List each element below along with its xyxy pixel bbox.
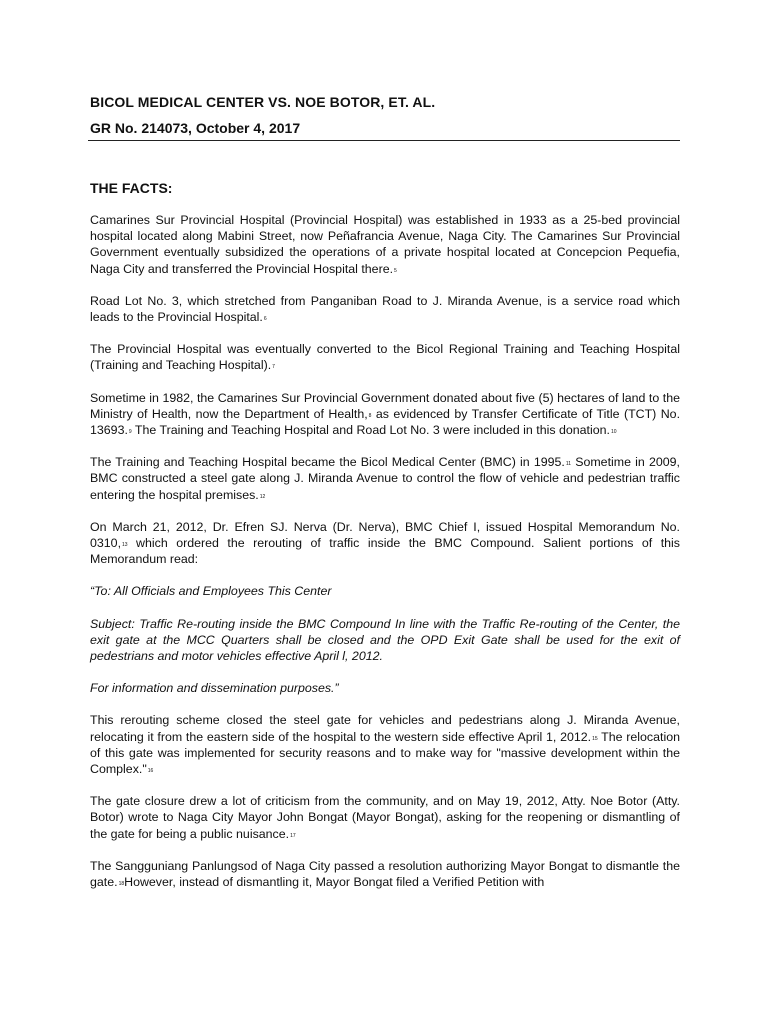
paragraph: Sometime in 1982, the Camarines Sur Provincial Government donated about five (5) hectares of land to the Ministry of Health, now the Department of Health,$^8$ as evidenced by Transfer Certificate of Title (TCT) No. 13693.$^9$ The Training and Teaching Hospital and Road Lot No. 3 were included in this donation.$^{10}$ <box>90 390 681 438</box>
footnote-marker[interactable]: 11 <box>565 461 572 468</box>
footnote-marker[interactable]: 6 <box>263 316 267 323</box>
footnote-marker[interactable]: 15 <box>592 735 598 742</box>
footnote-marker[interactable]: 7 <box>272 364 275 371</box>
paragraph: The Training and Teaching Hospital became the Bicol Medical Center (BMC) in 1995.11 Sometime in 2009, BMC constructed a steel gate along J. Miranda Avenue to control the flow of vehicle and pedestrian traffic entering the hospital premises.$^{12}$ <box>90 455 680 502</box>
case-title: BICOL MEDICAL CENTER VS. NOE BOTOR, ET. AL. <box>90 94 436 110</box>
footnote-marker[interactable]: 12 <box>259 493 266 500</box>
footnote-marker[interactable]: 13 <box>122 542 128 549</box>
paragraph: Road Lot No. 3, which stretched from Panganiban Road to J. Miranda Avenue, is a service road which leads to the Provincial Hospital.$^6$ <box>90 293 680 325</box>
paragraph: The Provincial Hospital was eventually converted to the Bicol Regional Training and Teaching Hospital (Training and Teaching Hospital).$^7$ <box>90 342 680 373</box>
footnote-marker[interactable]: 10 <box>610 429 617 436</box>
footnote-marker[interactable]: 18 <box>118 881 125 888</box>
footnote-marker[interactable]: 5 <box>394 267 397 274</box>
memo-quote-to: “To: All Officials and Employees This Center <box>90 584 332 599</box>
footnote-marker[interactable]: 9 <box>128 429 132 436</box>
document-body <box>90 212 680 906</box>
paragraph: Camarines Sur Provincial Hospital (Provincial Hospital) was established in 1933 as a 25-bed provincial hospital located along Mabini Street, now Peñafrancia Avenue, Naga City. The Camarines Sur Provincial Government eventually subsidized the operations of a private hospital located at Concepcion Pequefia, Naga City and transferred the Provincial Hospital there.$^5$ <box>90 213 680 276</box>
footnote-marker[interactable]: 8 <box>368 412 372 419</box>
memo-quote-subject: Subject: Traffic Re-routing inside the BMC Compound In line with the Traffic Re-routing of the Center, the exit gate at the MCC Quarters shall be closed and the OPD Exit Gate shall be used for the exit of pedestrians and motor vehicles effective April l, 2012. <box>90 616 680 664</box>
paragraph: This rerouting scheme closed the steel gate for vehicles and pedestrians along J. Miranda Avenue, relocating it from the eastern side of the hospital to the western side effective April 1, 2012.15 The relocation of this gate was implemented for security reasons and to make way for "massive development within the Complex."$^{16}$ <box>90 713 680 777</box>
section-heading: THE FACTS: <box>90 180 173 196</box>
footnote-marker[interactable]: 17 <box>290 832 296 839</box>
paragraph: On March 21, 2012, Dr. Efren SJ. Nerva (Dr. Nerva), BMC Chief I, issued Hospital Memorandum No. 0310,13 which ordered the rerouting of traffic inside the BMC Compound. Salient portions of this Memorandum read: <box>90 519 680 567</box>
paragraph: The gate closure drew a lot of criticism from the community, and on May 19, 2012, Atty. Noe Botor (Atty. Botor) wrote to Naga City Mayor John Bongat (Mayor Bongat), asking for the reopening or dismantling of the gate for being a public nuisance.$^{17}$ <box>90 794 680 841</box>
memo-quote-closing: For information and dissemination purposes.” <box>90 681 339 696</box>
case-citation: GR No. 214073, October 4, 2017 <box>90 120 301 136</box>
header-divider <box>88 140 680 141</box>
paragraph: The Sangguniang Panlungsod of Naga City passed a resolution authorizing Mayor Bongat to dismantle the gate.$^{18}$However, instead of dismantling it, Mayor Bongat filed a Verified Petition with <box>90 858 680 890</box>
footnote-marker[interactable]: 16 <box>147 768 154 775</box>
